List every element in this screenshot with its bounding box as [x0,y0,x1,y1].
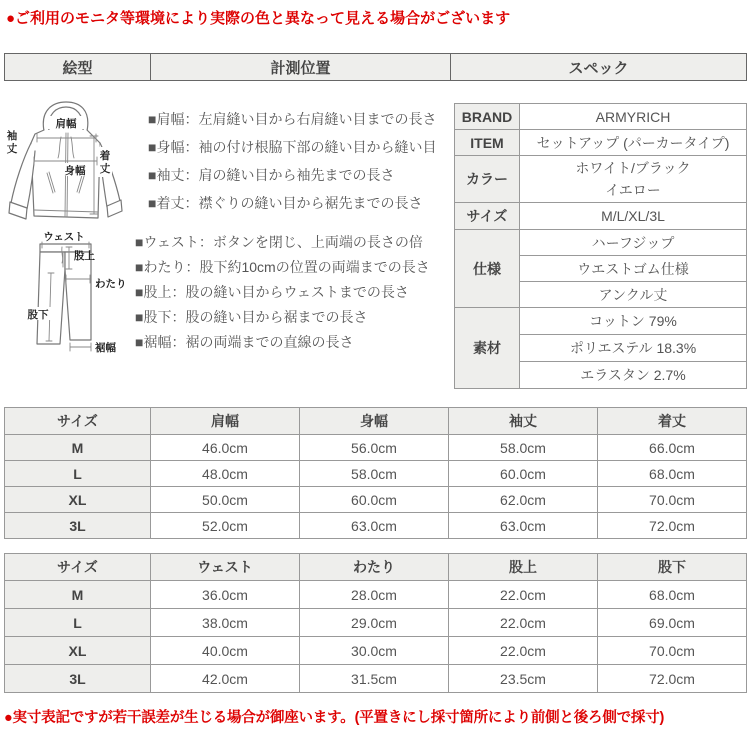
col-sleeve: 袖丈 [449,408,598,435]
cell: 70.0cm [598,487,747,513]
table-row [5,487,747,513]
measurement-tolerance-note: ●実寸表記ですが若干誤差が生じる場合が御座います。(平置きにし採寸箇所により前側と後ろ側で採寸) [4,710,665,726]
monitor-color-warning: ●ご利用のモニタ等環境により実際の色と異なって見える場合がございます [6,10,511,27]
thigh-label: わたり [95,278,127,290]
cell: M [5,435,151,461]
spec-size-value: M/L/XL/3L [520,203,747,230]
rise-label: 股上 [74,250,95,262]
col-chest: 身幅 [300,408,449,435]
header-measure-position: 計測位置 [151,54,451,81]
col-size: サイズ [5,554,151,581]
cell: 58.0cm [300,461,449,487]
chest-width-label: 身幅 [64,165,86,177]
table-row [5,609,747,637]
spec-color-line1: ホワイト/ブラック [575,160,691,176]
spec-size-label: サイズ [455,203,520,230]
table-row [5,581,747,609]
waist-label: ウェスト [43,231,85,243]
note-rise: ■股上：股の縫い目からウェストまでの長さ [135,284,409,300]
size-table-tops [4,407,747,539]
spec-material-3: エラスタン 2.7% [520,362,747,389]
cell: 42.0cm [151,665,300,693]
table-row [5,513,747,539]
col-shoulder: 肩幅 [151,408,300,435]
cell: 22.0cm [449,609,598,637]
col-size: サイズ [5,408,151,435]
header-drawing: 絵型 [5,54,151,81]
cell: L [5,461,151,487]
cell: 36.0cm [151,581,300,609]
cell: 46.0cm [151,435,300,461]
cell: 38.0cm [151,609,300,637]
cell: 22.0cm [449,581,598,609]
cell: 63.0cm [449,513,598,539]
cell: M [5,581,151,609]
cell: 56.0cm [300,435,449,461]
spec-material-label: 素材 [455,308,520,389]
cell: 52.0cm [151,513,300,539]
cell: 70.0cm [598,637,747,665]
note-shoulder: ■肩幅：左肩縫い目から右肩縫い目までの長さ [148,111,437,127]
measure-notes-bottoms [135,230,430,355]
cell: 69.0cm [598,609,747,637]
cell: L [5,609,151,637]
spec-material-2: ポリエステル 18.3% [520,335,747,362]
cell: 60.0cm [300,487,449,513]
spec-brand-value: ARMYRICH [520,104,747,130]
cell: 68.0cm [598,581,747,609]
size-table-bottoms-header [5,554,747,581]
header-spec: スペック [451,54,747,81]
col-waist: ウェスト [151,554,300,581]
cell: 72.0cm [598,513,747,539]
pants-sketch [26,231,127,354]
cell: 60.0cm [449,461,598,487]
body-length-label-1: 着 [99,150,111,162]
cell: 30.0cm [300,637,449,665]
cell: 72.0cm [598,665,747,693]
sleeve-length-label-2: 丈 [6,143,18,155]
note-inseam: ■股下：股の縫い目から裾までの長さ [135,309,368,325]
note-waist: ■ウェスト：ボタンを閉じ、上両端の長さの倍 [135,234,423,250]
body-length-label-2: 丈 [99,163,111,175]
shoulder-width-label: 肩幅 [55,118,77,130]
col-thigh: わたり [300,554,449,581]
note-length: ■着丈：襟ぐりの縫い目から裾先までの長さ [148,195,423,211]
cell: 63.0cm [300,513,449,539]
cell: 40.0cm [151,637,300,665]
spec-item-label: ITEM [455,130,520,156]
table-row [5,461,747,487]
garment-sketch [4,97,138,363]
col-rise: 股上 [449,554,598,581]
cell: 66.0cm [598,435,747,461]
cell: 68.0cm [598,461,747,487]
spec-item-value: セットアップ (パーカータイプ) [520,130,747,156]
cell: XL [5,637,151,665]
spec-material-1: コットン 79% [520,308,747,335]
table-row [5,665,747,693]
cell: 23.5cm [449,665,598,693]
cell: 31.5cm [300,665,449,693]
spec-color-value [520,156,747,203]
cell: 58.0cm [449,435,598,461]
table-row [5,435,747,461]
spec-feature-1: ハーフジップ [520,230,747,256]
cell: 28.0cm [300,581,449,609]
cell: 29.0cm [300,609,449,637]
cell: 50.0cm [151,487,300,513]
hoodie-sketch [7,102,122,219]
note-chest: ■身幅：袖の付け根脇下部の縫い目から縫い目 [148,139,437,155]
spec-table [454,103,747,389]
table-row [5,637,747,665]
note-sleeve: ■袖丈：肩の縫い目から袖先までの長さ [148,167,395,183]
col-length: 着丈 [598,408,747,435]
col-inseam: 股下 [598,554,747,581]
cell: 3L [5,665,151,693]
hem-width-label: 裾幅 [95,342,116,354]
spec-feature-2: ウエストゴム仕様 [520,256,747,282]
note-hem: ■裾幅：裾の両端までの直線の長さ [135,334,354,350]
spec-color-label: カラー [455,156,520,203]
cell: 48.0cm [151,461,300,487]
spec-color-line2: イエロー [605,182,661,198]
inseam-label: 股下 [27,309,49,321]
measure-notes-tops [148,105,436,217]
spec-brand-label: BRAND [455,104,520,130]
cell: 3L [5,513,151,539]
cell: 22.0cm [449,637,598,665]
cell: 62.0cm [449,487,598,513]
spec-feature-label: 仕様 [455,230,520,308]
cell: XL [5,487,151,513]
spec-feature-3: アンクル丈 [520,282,747,308]
size-table-tops-header [5,408,747,435]
section-header-strip [4,53,747,81]
sleeve-length-label-1: 袖 [6,130,18,142]
note-thigh: ■わたり：股下約10cmの位置の両端までの長さ [135,259,430,275]
size-table-bottoms [4,553,747,693]
